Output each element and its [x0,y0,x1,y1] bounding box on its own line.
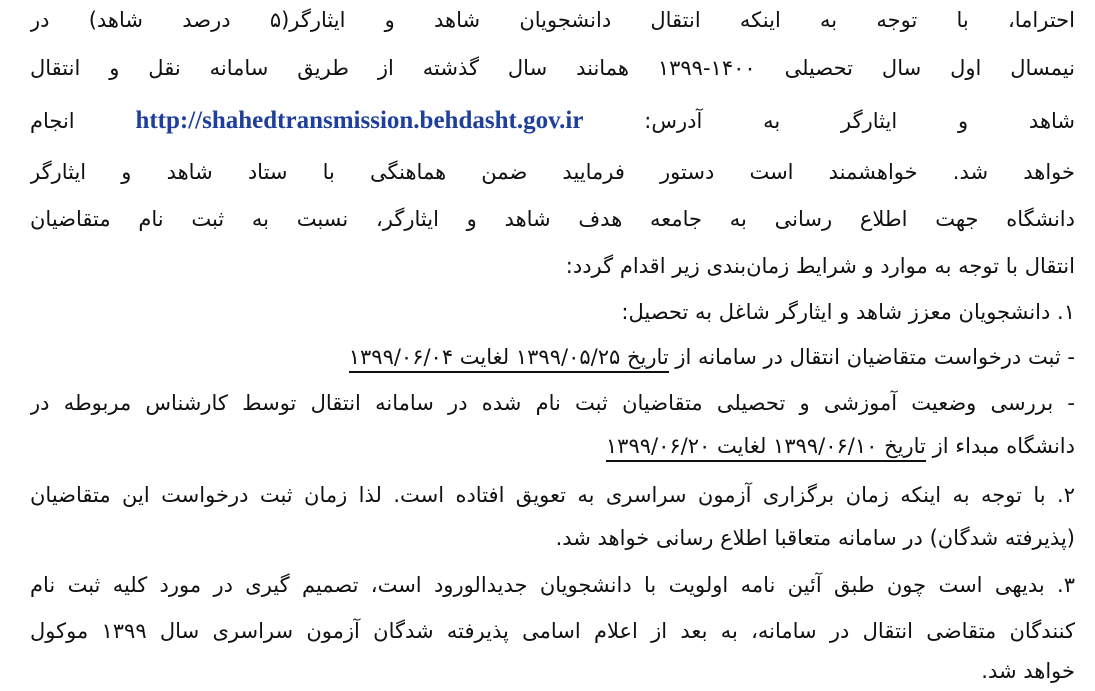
paragraph-line-2: نیمسال اول سال تحصیلی ۱۴۰۰-۱۳۹۹ همانند سال گذشته از طریق سامانه نقل و انتقال [30,56,1075,80]
item-1-registration-text: - ثبت درخواست متقاضیان انتقال در سامانه از [668,345,1075,369]
item-2-line-1: ۲. با توجه به اینکه زمان برگزاری آزمون سراسری به تعویق افتاده است. لذا زمان ثبت درخواست این متقاضیان [30,483,1075,507]
item-1-review-line: - بررسی وضعیت آموزشی و تحصیلی متقاضیان ثبت نام شده در سامانه انتقال توسط کارشناس مربوطه در [30,391,1075,415]
registration-date-range: تاریخ ۱۳۹۹/۰۵/۲۵ لغایت ۱۳۹۹/۰۶/۰۴ [349,345,669,373]
paragraph-line-1: احتراما، با توجه به اینکه انتقال دانشجویان شاهد و ایثارگر(۵ درصد شاهد) در [30,8,1075,32]
paragraph-line-5: دانشگاه جهت اطلاع رسانی به جامعه هدف شاهد و ایثارگر، نسبت به ثبت نام متقاضیان [30,207,1075,231]
line-3-text-after: انجام [30,109,136,133]
item-1-heading: ۱. دانشجویان معزز شاهد و ایثارگر شاغل به تحصیل: [621,300,1075,324]
item-1-review-text: دانشگاه مبداء از [925,434,1075,458]
paragraph-line-4: خواهد شد. خواهشمند است دستور فرمایید ضمن هماهنگی با ستاد شاهد و ایثارگر [30,160,1075,184]
paragraph-line-3 [30,101,1075,141]
website-url-link[interactable]: http://shahedtransmission.behdasht.gov.ir [135,107,584,134]
review-date-range: تاریخ ۱۳۹۹/۰۶/۱۰ لغایت ۱۳۹۹/۰۶/۲۰ [606,434,926,462]
item-3-line-2: کنندگان متقاضی انتقال در سامانه، به بعد از اعلام اسامی پذیرفته شدگان آزمون سراسری سال ۱۳۹۹ موکول [30,619,1075,643]
line-3-text-before: شاهد و ایثارگر به آدرس: [583,109,1075,133]
item-3-line-3: خواهد شد. [981,659,1075,683]
item-1-registration-line [30,337,1075,377]
paragraph-line-6: انتقال با توجه به موارد و شرایط زمان‌بندی زیر اقدام گردد: [565,254,1075,278]
item-1-review-date-line [30,426,1075,466]
item-3-line-1: ۳. بدیهی است چون طبق آئین نامه اولویت با دانشجویان جدیدالورود است، تصمیم گیری در مورد کلیه ثبت نام [30,573,1075,597]
item-2-line-2: (پذیرفته شدگان) در سامانه متعاقبا اطلاع رسانی خواهد شد. [555,526,1075,550]
